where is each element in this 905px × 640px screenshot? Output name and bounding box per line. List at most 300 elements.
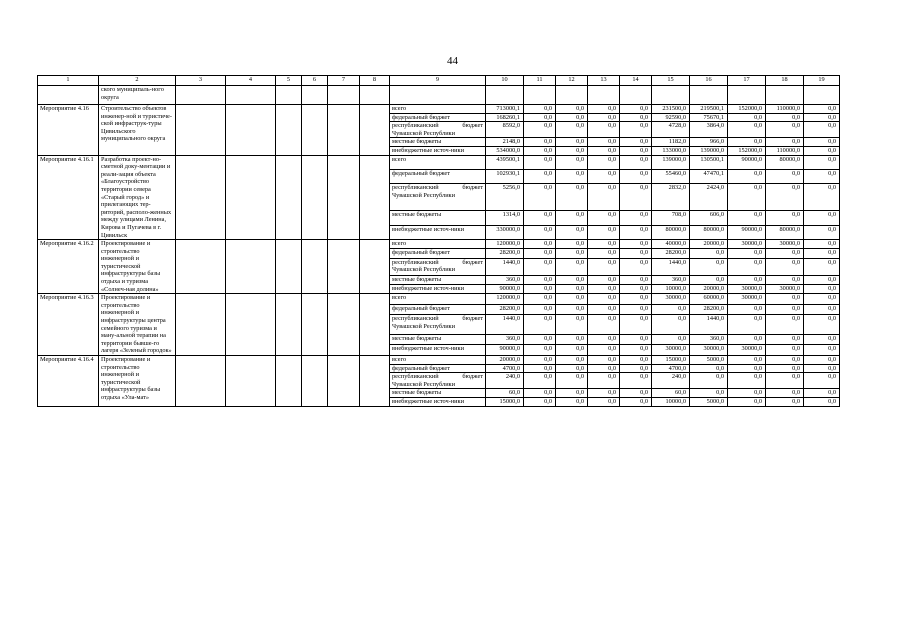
column-number: 17 (728, 76, 766, 86)
empty-cell (302, 105, 328, 156)
amount-cell: 139000,0 (652, 155, 690, 169)
amount-cell: 30000,0 (652, 345, 690, 356)
empty-cell (328, 294, 360, 356)
amount-cell: 1440,0 (486, 315, 524, 335)
amount-cell: 0,0 (728, 211, 766, 225)
amount-cell: 0,0 (804, 389, 840, 398)
amount-cell: 0,0 (620, 356, 652, 365)
amount-cell: 0,0 (524, 249, 556, 258)
funding-source-cell: местные бюджеты (390, 138, 486, 147)
amount-cell: 0,0 (588, 184, 620, 211)
amount-cell: 0,0 (728, 373, 766, 389)
amount-cell: 0,0 (556, 138, 588, 147)
amount-cell: 0,0 (766, 275, 804, 284)
empty-cell (226, 105, 276, 156)
amount-cell: 0,0 (588, 169, 620, 183)
empty-cell (302, 356, 328, 407)
amount-cell: 0,0 (620, 285, 652, 294)
amount-cell: 0,0 (766, 345, 804, 356)
amount-cell: 0,0 (620, 225, 652, 239)
page-number: 44 (447, 55, 458, 67)
amount-cell: 0,0 (804, 184, 840, 211)
amount-cell: 28200,0 (690, 304, 728, 314)
amount-cell: 1314,0 (486, 211, 524, 225)
empty-cell (302, 240, 328, 294)
amount-cell: 4700,0 (486, 364, 524, 373)
amount-cell: 0,0 (556, 105, 588, 114)
amount-cell: 0,0 (766, 389, 804, 398)
amount-cell: 2424,0 (690, 184, 728, 211)
empty-cell (360, 155, 390, 240)
amount-cell: 0,0 (804, 240, 840, 249)
amount-cell: 0,0 (620, 122, 652, 138)
empty-cell (588, 86, 620, 105)
amount-cell: 0,0 (524, 105, 556, 114)
amount-cell: 0,0 (620, 211, 652, 225)
empty-cell (486, 86, 524, 105)
amount-cell: 0,0 (524, 334, 556, 344)
empty-cell (690, 86, 728, 105)
amount-cell: 0,0 (620, 113, 652, 122)
table-row (38, 294, 840, 304)
amount-cell: 28200,0 (486, 304, 524, 314)
amount-cell: 0,0 (690, 249, 728, 258)
funding-source-cell: местные бюджеты (390, 389, 486, 398)
amount-cell: 0,0 (728, 389, 766, 398)
column-number: 5 (276, 76, 302, 86)
amount-cell: 0,0 (728, 184, 766, 211)
measure-code-cell: Мероприятие 4.16 (38, 105, 99, 156)
empty-cell (328, 155, 360, 240)
amount-cell: 0,0 (766, 304, 804, 314)
amount-cell: 0,0 (620, 184, 652, 211)
amount-cell: 0,0 (524, 113, 556, 122)
amount-cell: 0,0 (588, 138, 620, 147)
amount-cell: 90000,0 (486, 285, 524, 294)
funding-source-cell: федеральный бюджет (390, 249, 486, 258)
measure-name-cell: Разработка проект-но-сметной доку-ментации и реали-зация объекта «Благоустройство территории севера «Старый город» и прилегающих тер-риторий, располо-женных между улицами Ленина, Кирова и Пугачева в г. Цивильск (99, 155, 176, 240)
amount-cell: 0,0 (804, 294, 840, 304)
amount-cell: 0,0 (690, 258, 728, 275)
amount-cell: 0,0 (620, 389, 652, 398)
amount-cell: 0,0 (652, 304, 690, 314)
amount-cell: 1182,0 (652, 138, 690, 147)
amount-cell: 152000,0 (728, 146, 766, 155)
empty-cell (226, 294, 276, 356)
amount-cell: 0,0 (728, 304, 766, 314)
amount-cell: 10000,0 (652, 285, 690, 294)
amount-cell: 0,0 (766, 122, 804, 138)
empty-cell (652, 86, 690, 105)
empty-cell (276, 155, 302, 240)
amount-cell: 3864,0 (690, 122, 728, 138)
amount-cell: 1440,0 (652, 258, 690, 275)
amount-cell: 0,0 (524, 294, 556, 304)
amount-cell: 0,0 (728, 122, 766, 138)
amount-cell: 0,0 (728, 258, 766, 275)
amount-cell: 0,0 (524, 389, 556, 398)
funding-source-cell: всего (390, 105, 486, 114)
amount-cell: 0,0 (588, 345, 620, 356)
amount-cell: 28200,0 (486, 249, 524, 258)
funding-source-cell: внебюджетные источ-ники (390, 397, 486, 406)
amount-cell: 80000,0 (652, 225, 690, 239)
amount-cell: 0,0 (804, 285, 840, 294)
amount-cell: 360,0 (486, 334, 524, 344)
amount-cell: 133000,0 (652, 146, 690, 155)
amount-cell: 0,0 (524, 184, 556, 211)
amount-cell: 0,0 (556, 211, 588, 225)
continued-name-cell: ского муниципаль-ного округа (99, 86, 176, 105)
amount-cell: 152000,0 (728, 105, 766, 114)
amount-cell: 0,0 (556, 275, 588, 284)
empty-cell (360, 86, 390, 105)
measure-code-cell: Мероприятие 4.16.2 (38, 240, 99, 294)
amount-cell: 0,0 (728, 113, 766, 122)
amount-cell: 0,0 (524, 285, 556, 294)
amount-cell: 168260,1 (486, 113, 524, 122)
empty-cell (620, 86, 652, 105)
amount-cell: 0,0 (588, 397, 620, 406)
amount-cell: 30000,0 (766, 285, 804, 294)
column-number: 8 (360, 76, 390, 86)
amount-cell: 0,0 (766, 294, 804, 304)
amount-cell: 0,0 (588, 146, 620, 155)
amount-cell: 0,0 (690, 389, 728, 398)
amount-cell: 0,0 (804, 275, 840, 284)
amount-cell: 0,0 (588, 105, 620, 114)
amount-cell: 0,0 (804, 364, 840, 373)
amount-cell: 0,0 (524, 373, 556, 389)
amount-cell: 102930,1 (486, 169, 524, 183)
amount-cell: 0,0 (620, 105, 652, 114)
amount-cell: 0,0 (804, 373, 840, 389)
column-number: 6 (302, 76, 328, 86)
amount-cell: 0,0 (690, 364, 728, 373)
funding-table (37, 75, 840, 407)
empty-cell (302, 294, 328, 356)
measure-code-cell: Мероприятие 4.16.1 (38, 155, 99, 240)
funding-source-cell: всего (390, 240, 486, 249)
funding-source-cell: всего (390, 294, 486, 304)
amount-cell: 60,0 (486, 389, 524, 398)
amount-cell: 240,0 (652, 373, 690, 389)
column-number: 13 (588, 76, 620, 86)
amount-cell: 0,0 (804, 345, 840, 356)
column-number: 10 (486, 76, 524, 86)
amount-cell: 0,0 (556, 294, 588, 304)
amount-cell: 0,0 (620, 315, 652, 335)
amount-cell: 30000,0 (728, 345, 766, 356)
empty-cell (176, 105, 226, 156)
measure-name-cell: Проектирование и строительство инженерной и туристической инфраструктуры базы отдыха «Ула-мат» (99, 356, 176, 407)
amount-cell: 15000,0 (486, 397, 524, 406)
funding-source-cell: республиканский бюджет Чувашской Республики (390, 373, 486, 389)
amount-cell: 0,0 (766, 315, 804, 335)
amount-cell: 0,0 (524, 304, 556, 314)
amount-cell: 0,0 (804, 138, 840, 147)
empty-cell (276, 356, 302, 407)
empty-cell (276, 294, 302, 356)
column-number: 18 (766, 76, 804, 86)
amount-cell: 330000,0 (486, 225, 524, 239)
amount-cell: 0,0 (524, 258, 556, 275)
funding-source-cell: внебюджетные источ-ники (390, 345, 486, 356)
amount-cell: 60,0 (652, 389, 690, 398)
amount-cell: 90000,0 (728, 225, 766, 239)
empty-cell (328, 240, 360, 294)
empty-cell (804, 86, 840, 105)
amount-cell: 5000,0 (690, 356, 728, 365)
column-number: 9 (390, 76, 486, 86)
amount-cell: 0,0 (524, 275, 556, 284)
amount-cell: 60000,0 (690, 294, 728, 304)
table-row (38, 105, 840, 114)
amount-cell: 0,0 (588, 356, 620, 365)
amount-cell: 0,0 (588, 294, 620, 304)
amount-cell: 80000,0 (690, 225, 728, 239)
amount-cell: 0,0 (620, 155, 652, 169)
empty-cell (360, 294, 390, 356)
amount-cell: 0,0 (524, 345, 556, 356)
amount-cell: 120000,0 (486, 240, 524, 249)
amount-cell: 92590,0 (652, 113, 690, 122)
amount-cell: 0,0 (524, 315, 556, 335)
amount-cell: 80000,0 (766, 155, 804, 169)
amount-cell: 360,0 (690, 334, 728, 344)
empty-cell (276, 86, 302, 105)
amount-cell: 0,0 (588, 225, 620, 239)
amount-cell: 90000,0 (486, 345, 524, 356)
empty-cell (766, 86, 804, 105)
amount-cell: 0,0 (804, 113, 840, 122)
amount-cell: 0,0 (620, 258, 652, 275)
amount-cell: 0,0 (588, 113, 620, 122)
amount-cell: 4728,0 (652, 122, 690, 138)
empty-cell (360, 240, 390, 294)
amount-cell: 439500,1 (486, 155, 524, 169)
amount-cell: 0,0 (556, 373, 588, 389)
amount-cell: 28200,0 (652, 249, 690, 258)
amount-cell: 4700,0 (652, 364, 690, 373)
amount-cell: 0,0 (524, 211, 556, 225)
amount-cell: 0,0 (728, 138, 766, 147)
amount-cell: 0,0 (620, 138, 652, 147)
amount-cell: 240,0 (486, 373, 524, 389)
amount-cell: 0,0 (804, 105, 840, 114)
amount-cell: 55460,0 (652, 169, 690, 183)
funding-source-cell: местные бюджеты (390, 211, 486, 225)
table-row (38, 155, 840, 169)
empty-cell (276, 105, 302, 156)
code-cell (38, 86, 99, 105)
empty-cell (302, 155, 328, 240)
amount-cell: 0,0 (524, 138, 556, 147)
amount-cell: 0,0 (766, 169, 804, 183)
amount-cell: 0,0 (804, 169, 840, 183)
amount-cell: 20000,0 (486, 356, 524, 365)
amount-cell: 0,0 (588, 389, 620, 398)
amount-cell: 30000,0 (728, 285, 766, 294)
amount-cell: 0,0 (620, 397, 652, 406)
funding-source-cell: федеральный бюджет (390, 304, 486, 314)
amount-cell: 0,0 (524, 146, 556, 155)
column-number: 12 (556, 76, 588, 86)
amount-cell: 0,0 (728, 315, 766, 335)
amount-cell: 966,0 (690, 138, 728, 147)
amount-cell: 0,0 (690, 275, 728, 284)
amount-cell: 30000,0 (728, 240, 766, 249)
amount-cell: 534000,0 (486, 146, 524, 155)
funding-source-cell: внебюджетные источ-ники (390, 146, 486, 155)
funding-source-cell: федеральный бюджет (390, 364, 486, 373)
amount-cell: 0,0 (766, 334, 804, 344)
measure-name-cell: Проектирование и строительство инженерной и инфраструктуры центра семейного туризма и ману-альной терапии на территории бывше-го лагеря «Зеленый городок» (99, 294, 176, 356)
funding-source-cell: республиканский бюджет Чувашской Республики (390, 122, 486, 138)
column-number: 16 (690, 76, 728, 86)
amount-cell: 0,0 (766, 364, 804, 373)
amount-cell: 0,0 (588, 315, 620, 335)
amount-cell: 2148,0 (486, 138, 524, 147)
funding-source-cell: республиканский бюджет Чувашской Республики (390, 258, 486, 275)
empty-cell (328, 356, 360, 407)
amount-cell: 30000,0 (766, 240, 804, 249)
amount-cell: 75670,1 (690, 113, 728, 122)
amount-cell: 0,0 (588, 275, 620, 284)
empty-cell (226, 240, 276, 294)
table-row (38, 240, 840, 249)
amount-cell: 0,0 (620, 294, 652, 304)
amount-cell: 0,0 (804, 211, 840, 225)
funding-source-cell: республиканский бюджет Чувашской Республики (390, 315, 486, 335)
amount-cell: 713000,1 (486, 105, 524, 114)
amount-cell: 0,0 (588, 211, 620, 225)
amount-cell: 0,0 (728, 334, 766, 344)
amount-cell: 0,0 (556, 345, 588, 356)
amount-cell: 110000,0 (766, 105, 804, 114)
amount-cell: 80000,0 (766, 225, 804, 239)
funding-source-cell: внебюджетные источ-ники (390, 285, 486, 294)
amount-cell: 0,0 (524, 356, 556, 365)
amount-cell: 0,0 (766, 356, 804, 365)
amount-cell: 0,0 (556, 249, 588, 258)
amount-cell: 0,0 (620, 169, 652, 183)
amount-cell: 0,0 (620, 249, 652, 258)
empty-cell (556, 86, 588, 105)
amount-cell: 0,0 (588, 364, 620, 373)
amount-cell: 0,0 (556, 397, 588, 406)
amount-cell: 120000,0 (486, 294, 524, 304)
amount-cell: 0,0 (556, 334, 588, 344)
empty-cell (176, 155, 226, 240)
amount-cell: 0,0 (588, 249, 620, 258)
amount-cell: 1440,0 (690, 315, 728, 335)
funding-source-cell: местные бюджеты (390, 334, 486, 344)
amount-cell: 0,0 (620, 373, 652, 389)
amount-cell: 0,0 (804, 334, 840, 344)
amount-cell: 0,0 (804, 155, 840, 169)
empty-cell (360, 105, 390, 156)
amount-cell: 0,0 (620, 364, 652, 373)
amount-cell: 0,0 (652, 315, 690, 335)
funding-source-cell: местные бюджеты (390, 275, 486, 284)
amount-cell: 15000,0 (652, 356, 690, 365)
amount-cell: 0,0 (804, 315, 840, 335)
measure-code-cell: Мероприятие 4.16.4 (38, 356, 99, 407)
amount-cell: 0,0 (804, 397, 840, 406)
amount-cell: 40000,0 (652, 240, 690, 249)
amount-cell: 0,0 (804, 304, 840, 314)
amount-cell: 0,0 (524, 364, 556, 373)
amount-cell: 0,0 (524, 155, 556, 169)
empty-cell (360, 356, 390, 407)
amount-cell: 0,0 (728, 249, 766, 258)
amount-cell: 130500,1 (690, 155, 728, 169)
column-number: 3 (176, 76, 226, 86)
amount-cell: 110000,0 (766, 146, 804, 155)
amount-cell: 10000,0 (652, 397, 690, 406)
empty-cell (728, 86, 766, 105)
amount-cell: 0,0 (728, 275, 766, 284)
amount-cell: 90000,0 (728, 155, 766, 169)
amount-cell: 0,0 (652, 334, 690, 344)
funding-source-cell: внебюджетные источ-ники (390, 225, 486, 239)
amount-cell: 0,0 (766, 138, 804, 147)
amount-cell: 0,0 (556, 155, 588, 169)
amount-cell: 0,0 (766, 184, 804, 211)
amount-cell: 0,0 (620, 304, 652, 314)
amount-cell: 0,0 (524, 122, 556, 138)
column-number: 11 (524, 76, 556, 86)
amount-cell: 0,0 (620, 146, 652, 155)
amount-cell: 0,0 (588, 334, 620, 344)
amount-cell: 0,0 (728, 356, 766, 365)
amount-cell: 0,0 (556, 356, 588, 365)
amount-cell: 0,0 (524, 240, 556, 249)
empty-cell (302, 86, 328, 105)
measure-name-cell: Проектирование и строительство инженерной и туристической инфраструктуры базы отдыха и туризма «Солнеч-ная долина» (99, 240, 176, 294)
column-number: 4 (226, 76, 276, 86)
amount-cell: 30000,0 (652, 294, 690, 304)
amount-cell: 0,0 (766, 211, 804, 225)
funding-source-cell: федеральный бюджет (390, 169, 486, 183)
column-number: 2 (99, 76, 176, 86)
amount-cell: 0,0 (766, 397, 804, 406)
measure-name-cell: Строительство объектов инженер-ной и туристиче-ской инфраструк-туры Цивильского муниципального округа (99, 105, 176, 156)
amount-cell: 0,0 (804, 225, 840, 239)
measure-code-cell: Мероприятие 4.16.3 (38, 294, 99, 356)
amount-cell: 0,0 (556, 285, 588, 294)
amount-cell: 360,0 (652, 275, 690, 284)
amount-cell: 708,0 (652, 211, 690, 225)
empty-cell (226, 356, 276, 407)
empty-cell (524, 86, 556, 105)
empty-cell (276, 240, 302, 294)
amount-cell: 0,0 (556, 113, 588, 122)
amount-cell: 0,0 (556, 146, 588, 155)
header-row (38, 76, 840, 86)
amount-cell: 0,0 (556, 315, 588, 335)
column-number: 14 (620, 76, 652, 86)
amount-cell: 1440,0 (486, 258, 524, 275)
amount-cell: 0,0 (728, 397, 766, 406)
amount-cell: 0,0 (620, 334, 652, 344)
amount-cell: 0,0 (804, 258, 840, 275)
empty-cell (226, 86, 276, 105)
amount-cell: 30000,0 (690, 345, 728, 356)
empty-cell (390, 86, 486, 105)
amount-cell: 0,0 (588, 240, 620, 249)
